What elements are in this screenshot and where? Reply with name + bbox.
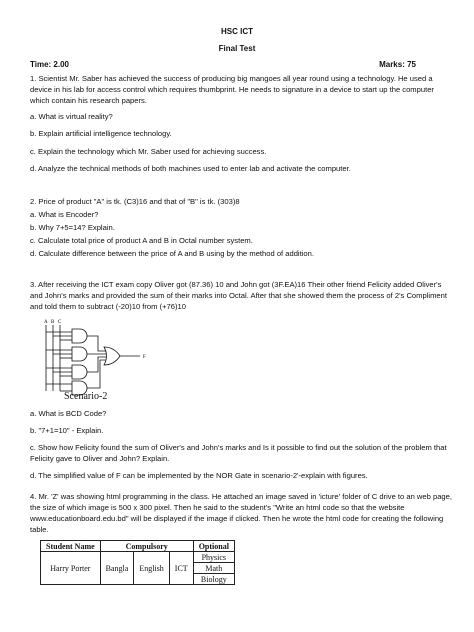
exam-meta: [30, 60, 416, 69]
figure-caption: Scenario-2: [64, 391, 108, 402]
cell-math: Math: [193, 563, 234, 574]
q2-d: d. Calculate difference between the price of A and B using by the method of addition.: [30, 249, 314, 258]
header-optional: Optional: [193, 541, 234, 552]
q3-c: c. Show how Felicity found the sum of Oliver's and John's marks and Is it possible to find out the solution of the problem that Felicity gave to Oliver and John? Explain.: [30, 443, 447, 463]
q2-a: a. What is Encoder?: [30, 210, 99, 219]
q1-d: d. Analyze the technical methods of both machines used to enter lab and activate the computer.: [30, 164, 351, 173]
cell-physics: Physics: [193, 552, 234, 563]
table-row: [41, 552, 235, 563]
header-compulsory: Compulsory: [100, 541, 193, 552]
q3-d: d. The simplified value of F can be implemented by the NOR Gate in scenario-2'-explain with figures.: [30, 471, 368, 480]
header-student-name: Student Name: [41, 541, 101, 552]
q3-a: a. What is BCD Code?: [30, 409, 107, 418]
input-label-b: B: [51, 320, 55, 325]
cell-bangla: Bangla: [100, 552, 134, 585]
q2-b: b. Why 7+5=14? Explain.: [30, 223, 115, 232]
logic-circuit-figure: [36, 315, 166, 405]
q1-c: c. Explain the technology which Mr. Saber used for achieving success.: [30, 147, 267, 156]
q3-stem: 3. After receiving the ICT exam copy Oliver got (87.36) 10 and John got (3F.EA)16 Their other friend Felicity added Oliver's and John's marks and provided the sum of their marks into Octal. After that she showed them the process of 2's Compliment and told them to subtract (-20)10 from (+76)10: [30, 280, 447, 311]
cell-biology: Biology: [193, 574, 234, 585]
q2-stem: 2. Price of product "A" is tk. (C3)16 and that of "B" is tk. (303)8: [30, 197, 240, 206]
exam-marks: Marks: 75: [379, 60, 416, 69]
q1-stem: 1. Scientist Mr. Saber has achieved the success of producing big mangoes all year round using a technology. He used a device in his lab for access control which requires thumbprint. He needs to signature in a device to start up the computer which contain his research papers.: [30, 74, 434, 105]
doc-subtitle: Final Test: [218, 44, 256, 53]
input-label-a: A: [44, 320, 48, 325]
cell-english: English: [134, 552, 169, 585]
table-header-row: [41, 541, 235, 552]
q1-b: b. Explain artificial intelligence technology.: [30, 129, 172, 138]
cell-student-name: Harry Porter: [41, 552, 101, 585]
q3-b: b. "7+1=10" - Explain.: [30, 426, 104, 435]
output-label-f: F: [143, 355, 146, 360]
q1-a: a. What is virtual reality?: [30, 112, 113, 121]
q4-stem: 4. Mr. 'Z' was showing html programming in the class. He attached an image saved in 'icture' folder of C drive to an web page, the size of which image is 500 x 300 pixel. Then he said to the student's "Write an html code so that the website www.educationboard.edu.bd" will be displayed if the image if clicked. Then he wrote the html code for creating the following table.: [30, 492, 452, 534]
cell-ict: ICT: [169, 552, 193, 585]
doc-title: HSC ICT: [221, 27, 253, 36]
input-label-c: C: [58, 320, 62, 325]
subjects-table: [40, 540, 235, 585]
exam-time: Time: 2.00: [30, 60, 69, 69]
q2-c: c. Calculate total price of product A and B in Octal number system.: [30, 236, 253, 245]
